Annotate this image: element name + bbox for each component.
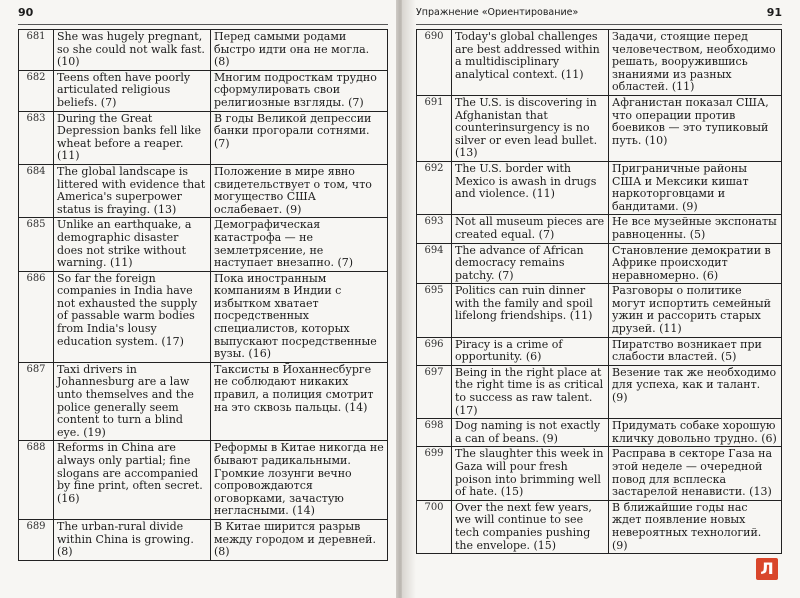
english-sentence: Taxi drivers in Johannesburg are a law unto themselves and the police generally seem content to turn a blind eye. (19) — [54, 362, 211, 441]
english-sentence: Politics can ruin dinner with the family and spoil lifelong friendships. (11) — [452, 284, 609, 337]
russian-translation: Становление демократии в Африке происходит неравномерно. (6) — [609, 243, 782, 284]
row-number: 697 — [417, 365, 452, 418]
table-row — [19, 111, 388, 164]
english-sentence: Dog naming is not exactly a can of beans. (9) — [452, 419, 609, 447]
russian-translation: Приграничные районы США и Мексики кишат наркоторговцами и бандитами. (9) — [609, 161, 782, 214]
russian-translation: Афганистан показал США, что операции против боевиков — это тупиковый путь. (10) — [609, 95, 782, 161]
english-sentence: Teens often have poorly articulated religious beliefs. (7) — [54, 70, 211, 111]
russian-translation: Положение в мире явно свидетельствует о том, что могущество США ослабевает. (9) — [211, 164, 388, 217]
row-number: 700 — [417, 500, 452, 553]
russian-translation: Придумать собаке хорошую кличку довольно трудно. (6) — [609, 419, 782, 447]
table-row — [417, 30, 782, 96]
table-row — [417, 447, 782, 500]
table-row — [19, 271, 388, 362]
table-row — [19, 164, 388, 217]
english-sentence: The U.S. is discovering in Afghanistan that counterinsurgency is no silver or even lead bullet. (13) — [452, 95, 609, 161]
english-sentence: The global landscape is littered with evidence that America's superpower status is fraying. (13) — [54, 164, 211, 217]
english-sentence: The U.S. border with Mexico is awash in drugs and violence. (11) — [452, 161, 609, 214]
row-number: 696 — [417, 337, 452, 365]
header-rule-right — [416, 24, 782, 25]
russian-translation: В ближайшие годы нас ждет появление новых невероятных технологий. (9) — [609, 500, 782, 553]
running-title: Упражнение «Ориентирование» — [416, 7, 579, 18]
russian-translation: Таксисты в Йоханнесбурге не соблюдают никаких правил, а полиция смотрит на это сквозь пальцы. (14) — [211, 362, 388, 441]
row-number: 689 — [19, 519, 54, 560]
table-row — [19, 70, 388, 111]
english-sentence: Today's global challenges are best addressed within a multidisciplinary analytical context. (11) — [452, 30, 609, 96]
row-number: 694 — [417, 243, 452, 284]
row-number: 698 — [417, 419, 452, 447]
table-row — [19, 362, 388, 441]
table-row — [19, 441, 388, 520]
row-number: 699 — [417, 447, 452, 500]
russian-translation: В годы Великой депрессии банки прогорали сотнями. (7) — [211, 111, 388, 164]
row-number: 686 — [19, 271, 54, 362]
russian-translation: Перед самыми родами быстро идти она не могла. (8) — [211, 30, 388, 71]
table-row — [417, 365, 782, 418]
table-row — [19, 218, 388, 271]
right-page-header — [416, 6, 782, 22]
english-sentence: So far the foreign companies in India have not exhausted the supply of passable warm bodies from India's lousy education system. (17) — [54, 271, 211, 362]
english-sentence: Piracy is a crime of opportunity. (6) — [452, 337, 609, 365]
header-rule-left — [18, 24, 388, 25]
row-number: 693 — [417, 215, 452, 243]
right-page — [402, 0, 800, 598]
russian-translation: Многим подросткам трудно сформулировать свои религиозные взгляды. (7) — [211, 70, 388, 111]
left-page — [0, 0, 398, 598]
table-row — [417, 337, 782, 365]
row-number: 682 — [19, 70, 54, 111]
row-number: 691 — [417, 95, 452, 161]
page-number-left: 90 — [18, 6, 34, 19]
english-sentence: The urban-rural divide within China is growing. (8) — [54, 519, 211, 560]
russian-translation: Пока иностранным компаниям в Индии с избытком хватает посредственных специалистов, которых выпускают посредственные вузы. (16) — [211, 271, 388, 362]
russian-translation: Пиратство возникает при слабости властей. (5) — [609, 337, 782, 365]
english-sentence: Over the next few years, we will continue to see tech companies pushing the envelope. (15) — [452, 500, 609, 553]
russian-translation: Задачи, стоящие перед человечеством, необходимо решать, вооружившись знаниями из разных областей. (11) — [609, 30, 782, 96]
table-row — [417, 500, 782, 553]
table-row — [417, 419, 782, 447]
row-number: 681 — [19, 30, 54, 71]
table-row — [417, 161, 782, 214]
english-sentence: Not all museum pieces are created equal. (7) — [452, 215, 609, 243]
row-number: 695 — [417, 284, 452, 337]
exercise-table-right — [416, 29, 782, 554]
english-sentence: The advance of African democracy remains patchy. (7) — [452, 243, 609, 284]
page-number-right: 91 — [766, 6, 782, 19]
russian-translation: В Китае ширится разрыв между городом и деревней. (8) — [211, 519, 388, 560]
english-sentence: Unlike an earthquake, a demographic disaster does not strike without warning. (11) — [54, 218, 211, 271]
english-sentence: During the Great Depression banks fell like wheat before a reaper. (11) — [54, 111, 211, 164]
left-page-header — [18, 6, 388, 22]
row-number: 683 — [19, 111, 54, 164]
english-sentence: The slaughter this week in Gaza will pour fresh poison into brimming well of hate. (15) — [452, 447, 609, 500]
table-row — [417, 284, 782, 337]
russian-translation: Расправа в секторе Газа на этой неделе — очередной повод для всплеска застарелой ненависти. (13) — [609, 447, 782, 500]
russian-translation: Везение так же необходимо для успеха, как и талант. (9) — [609, 365, 782, 418]
russian-translation: Разговоры о политике могут испортить семейный ужин и рассорить старых друзей. (11) — [609, 284, 782, 337]
english-sentence: She was hugely pregnant, so she could not walk fast. (10) — [54, 30, 211, 71]
english-sentence: Being in the right place at the right time is as critical to success as raw talent. (17) — [452, 365, 609, 418]
row-number: 687 — [19, 362, 54, 441]
russian-translation: Не все музейные экспонаты равноценны. (5) — [609, 215, 782, 243]
table-row — [19, 519, 388, 560]
row-number: 688 — [19, 441, 54, 520]
publisher-logo-icon: Л — [756, 558, 778, 580]
row-number: 690 — [417, 30, 452, 96]
table-row — [417, 243, 782, 284]
row-number: 684 — [19, 164, 54, 217]
english-sentence: Reforms in China are always only partial; fine slogans are accompanied by fine print, often secret. (16) — [54, 441, 211, 520]
table-row — [417, 95, 782, 161]
table-row — [19, 30, 388, 71]
exercise-table-left — [18, 29, 388, 561]
row-number: 685 — [19, 218, 54, 271]
row-number: 692 — [417, 161, 452, 214]
russian-translation: Реформы в Китае никогда не бывают радикальными. Громкие лозунги вечно сопровождаются оговорками, зачастую негласными. (14) — [211, 441, 388, 520]
russian-translation: Демографическая катастрофа — не землетрясение, не наступает внезапно. (7) — [211, 218, 388, 271]
table-row — [417, 215, 782, 243]
